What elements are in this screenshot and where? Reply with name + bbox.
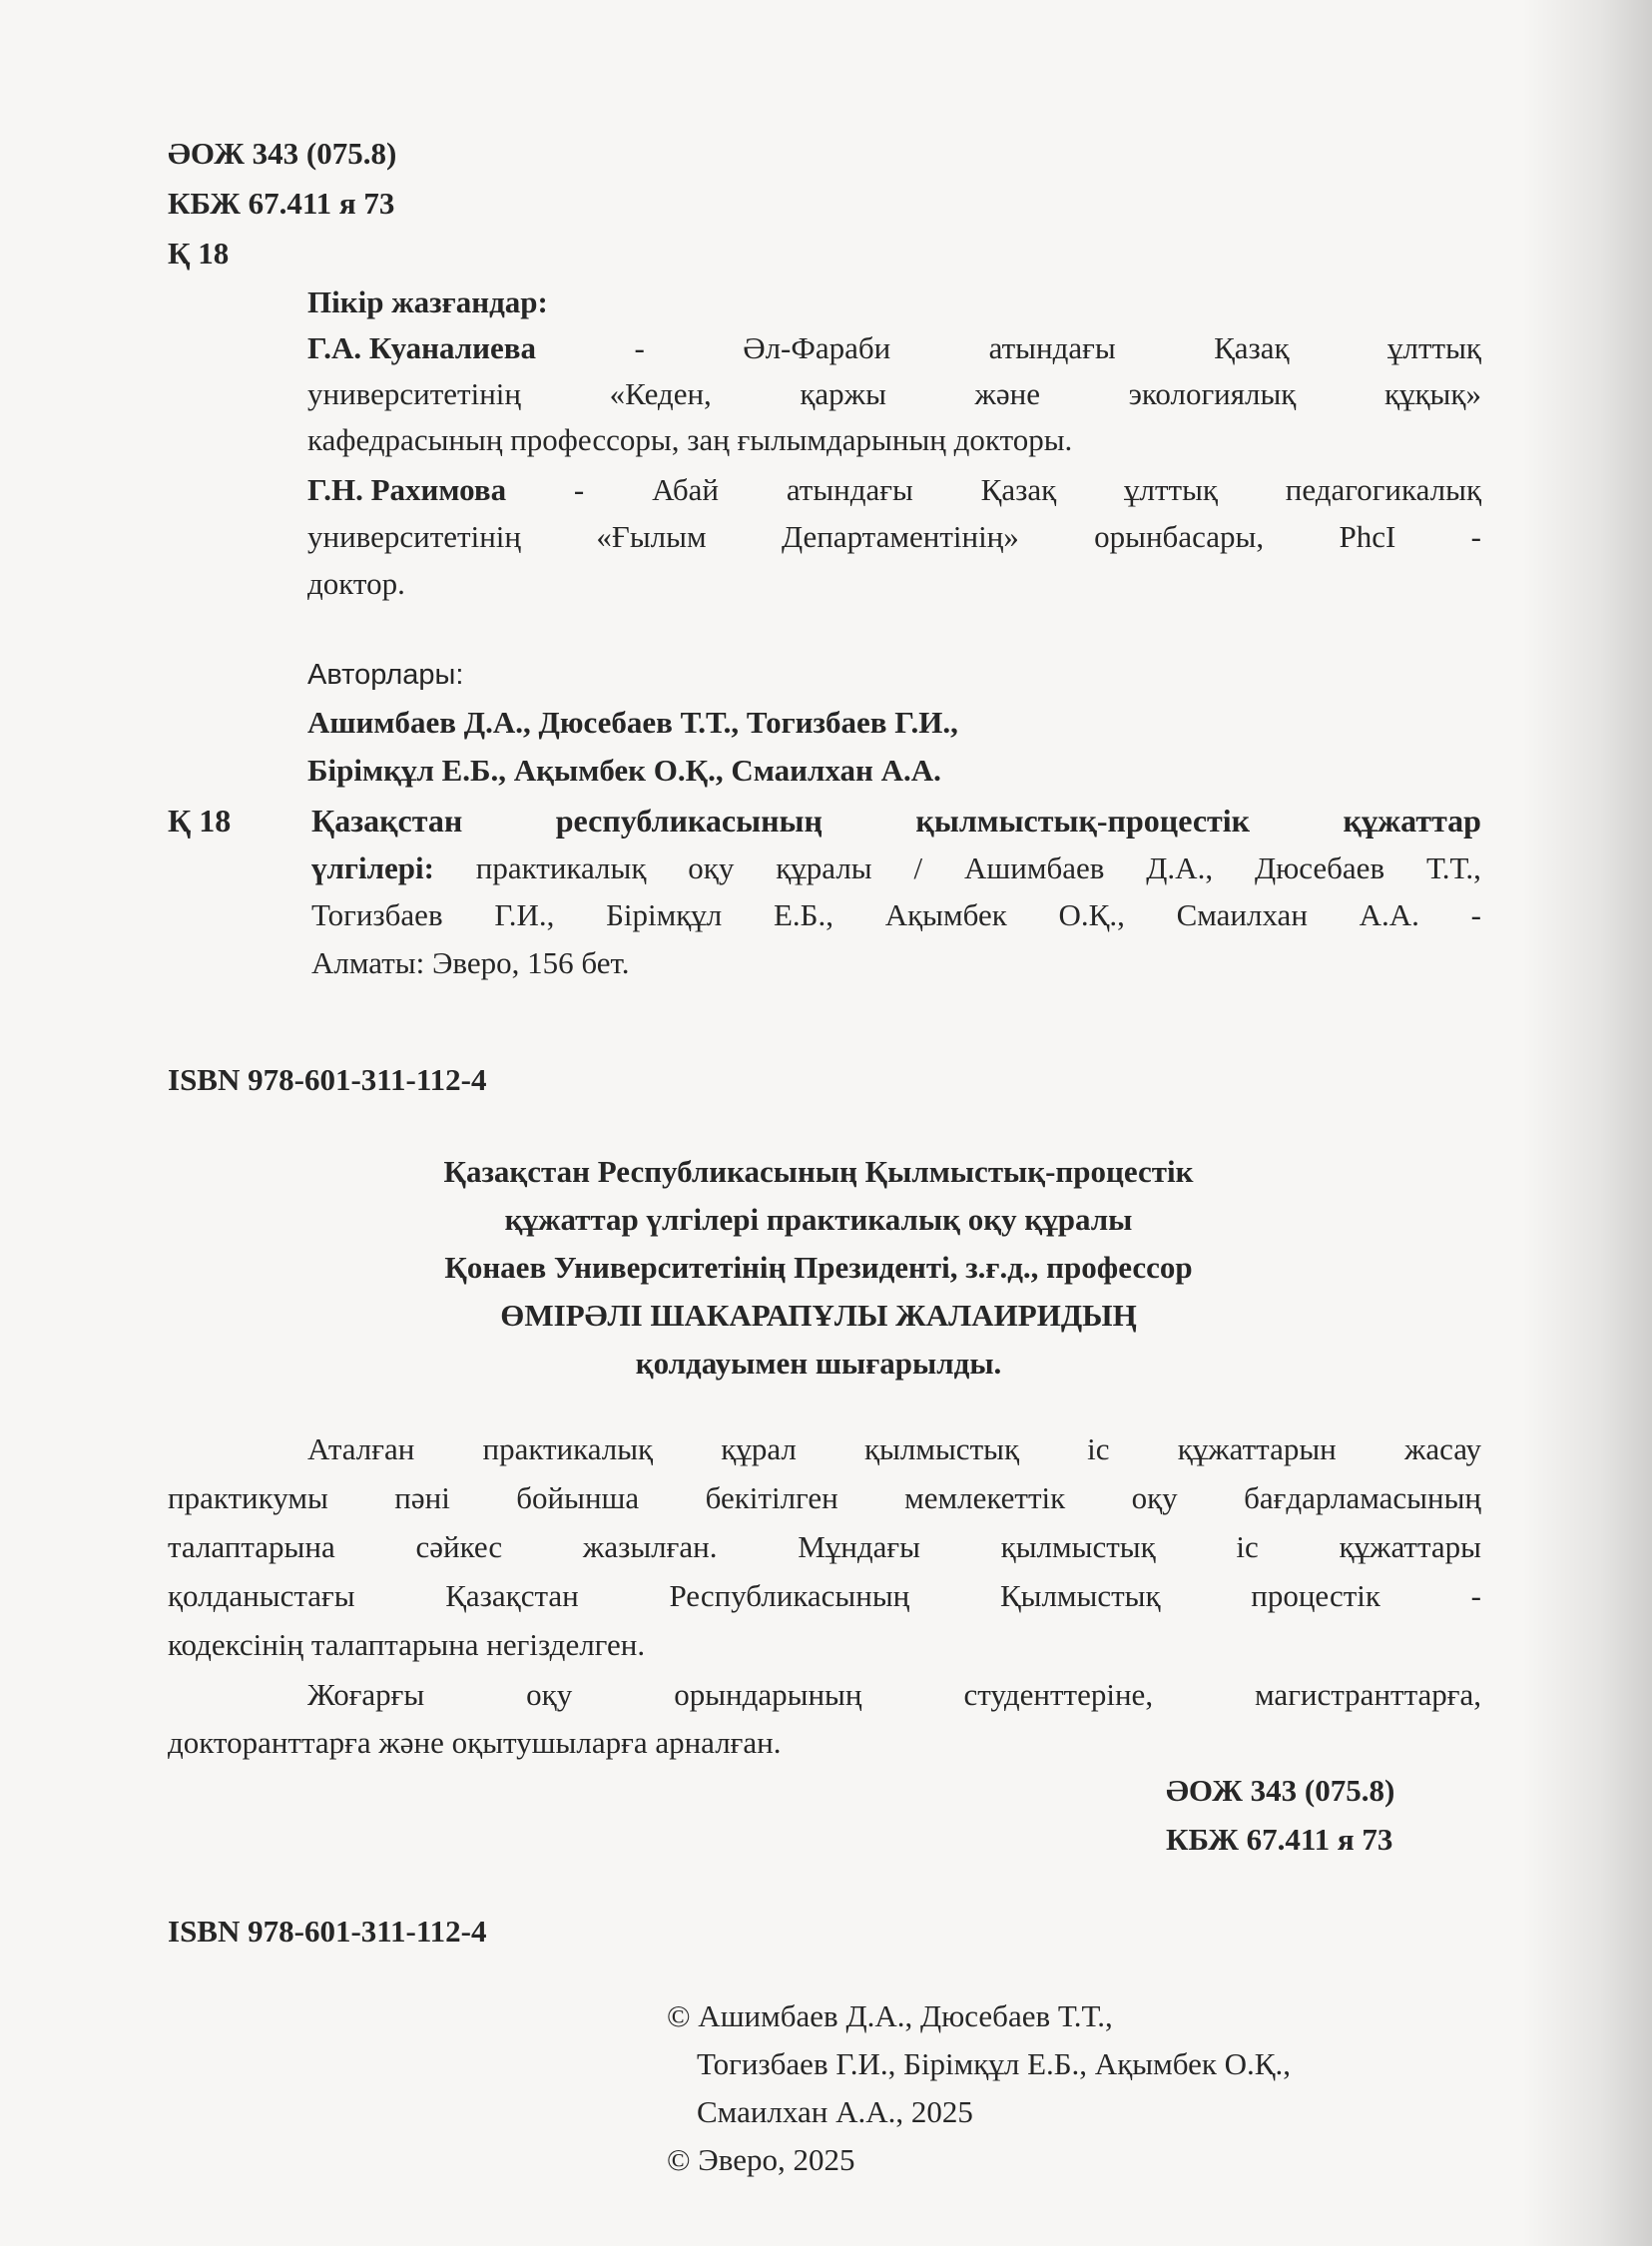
word: практикалық	[482, 1431, 654, 1466]
word: педагогикалық	[1285, 472, 1481, 507]
word: -	[1470, 1578, 1481, 1613]
word: университетінің	[307, 519, 522, 554]
annotation-line-4	[168, 1578, 1481, 1614]
word: қылмыстық	[1000, 1529, 1156, 1564]
word: «Ғылым	[596, 519, 707, 554]
reviewer-1-name: Г.А. Куаналиева	[307, 330, 537, 365]
reviewer-2-line-3: доктор.	[307, 566, 405, 601]
word: қылмыстық	[864, 1431, 1019, 1466]
word: -	[1470, 897, 1481, 932]
citation-line-3	[311, 897, 1481, 933]
copyright-line-4: © Эверо, 2025	[667, 2142, 855, 2177]
word: А.А.	[1359, 897, 1419, 932]
word: жасау	[1403, 1431, 1481, 1466]
word: талаптарына	[168, 1529, 335, 1564]
word: Аталған	[307, 1431, 415, 1466]
word: студенттеріне,	[963, 1677, 1154, 1712]
udc-code-bottom: ӘОЖ 343 (075.8)	[1166, 1773, 1395, 1808]
word: орындарының	[674, 1677, 862, 1712]
word: О.Қ.,	[1058, 897, 1125, 932]
word: Д.А.,	[1146, 850, 1214, 885]
word: оқу	[526, 1677, 573, 1712]
word: практикалық	[475, 850, 647, 885]
support-line-2: құжаттар үлгілері практикалық оқу құралы	[504, 1202, 1133, 1237]
word: Смаилхан	[1176, 897, 1308, 932]
word: ұлттық	[1387, 330, 1481, 365]
word: бойынша	[516, 1480, 640, 1515]
word: бекітілген	[705, 1480, 838, 1515]
support-line-4: ӨМІРӘЛІ ШАКАРАПҰЛЫ ЖАЛАИРИДЫҢ	[500, 1298, 1137, 1333]
word: Дюсебаев	[1254, 850, 1385, 885]
word: қаржы	[800, 376, 886, 411]
word: Республикасының	[669, 1578, 910, 1613]
word: оқу	[688, 850, 735, 885]
word: бағдарламасының	[1244, 1480, 1481, 1515]
reviewer-2-line-1	[307, 472, 1481, 508]
annotation-p2-line-2: докторанттарға және оқытушыларға арналған.	[168, 1725, 782, 1760]
word: құжаттар	[1343, 803, 1481, 839]
udc-code-top: ӘОЖ 343 (075.8)	[168, 136, 397, 171]
authors-label: Авторлары:	[307, 659, 464, 691]
reviewers-heading: Пікір жазғандар:	[307, 284, 548, 319]
reviewer-2-name: Г.Н. Рахимова	[307, 472, 507, 507]
word: Е.Б.,	[774, 897, 833, 932]
word: университетінің	[307, 376, 522, 411]
support-line-3: Қонаев Университетінің Президенті, з.ғ.д., профессор	[444, 1250, 1193, 1285]
annotation-p2-line-1	[307, 1677, 1481, 1713]
support-line-1: Қазақстан Республикасының Қылмыстық-процестік	[443, 1154, 1194, 1189]
page-edge-shadow	[1522, 0, 1652, 2246]
word: Қылмыстық	[999, 1578, 1161, 1613]
word: -	[634, 330, 645, 365]
annotation-line-5: кодексінің талаптарына негізделген.	[168, 1627, 646, 1662]
word: қолданыстағы	[168, 1578, 355, 1613]
word: мемлекеттік	[904, 1480, 1066, 1515]
word: Абай	[652, 472, 719, 507]
word: қылмыстық-процестік	[915, 803, 1251, 839]
annotation-line-2	[168, 1480, 1481, 1516]
word: магистранттарға,	[1255, 1677, 1481, 1712]
word: сәйкес	[415, 1529, 503, 1564]
word: құрал	[721, 1431, 797, 1466]
lbc-code-top: КБЖ 67.411 я 73	[168, 186, 395, 221]
copyright-line-2: Тогизбаев Г.И., Бірімқұл Е.Б., Ақымбек О.Қ.,	[697, 2046, 1291, 2081]
annotation-line-3	[168, 1529, 1481, 1565]
word: атындағы	[786, 472, 913, 507]
word: Әл-Фараби	[743, 330, 891, 365]
citation-title-line-1	[311, 803, 1481, 840]
authors-line-2: Бірімқұл Е.Б., Ақымбек О.Қ., Смаилхан А.А.	[307, 753, 941, 788]
word: «Кеден,	[609, 376, 712, 411]
word: іс	[1087, 1431, 1110, 1466]
word: Қазақ	[1214, 330, 1290, 365]
reviewer-2-line-2	[307, 519, 1481, 555]
word: Қазақ	[980, 472, 1057, 507]
word: Г.И.,	[494, 897, 555, 932]
word: Жоғарғы	[307, 1677, 425, 1712]
word: құжаттарын	[1177, 1431, 1337, 1466]
word: Қазақстан	[311, 803, 463, 839]
word: орынбасары,	[1094, 519, 1265, 554]
word: республикасының	[555, 803, 823, 839]
word: экологиялық	[1128, 376, 1297, 411]
reviewer-1-line-3: кафедрасының профессоры, заң ғылымдарының докторы.	[307, 422, 1073, 457]
citation-line-2	[311, 850, 1481, 886]
word: -	[1470, 519, 1481, 554]
annotation-line-1	[307, 1431, 1481, 1467]
word: Ақымбек	[884, 897, 1007, 932]
reviewer-1-line-2	[307, 376, 1481, 412]
word: және	[974, 376, 1041, 411]
word: процестік	[1251, 1578, 1380, 1613]
citation-author-mark: Қ 18	[168, 803, 232, 839]
word: PhcI	[1339, 519, 1396, 554]
authors-line-1: Ашимбаев Д.А., Дюсебаев Т.Т., Тогизбаев Г.И.,	[307, 705, 958, 740]
lbc-code-bottom: КБЖ 67.411 я 73	[1166, 1822, 1393, 1857]
copyright-line-3: Смаилхан А.А., 2025	[697, 2094, 973, 2129]
reviewer-1-line-1	[307, 330, 1481, 366]
word: оқу	[1131, 1480, 1178, 1515]
word: практикумы	[168, 1480, 328, 1515]
word: Департаментінің»	[781, 519, 1019, 554]
word: құқық»	[1383, 376, 1481, 411]
word: атындағы	[988, 330, 1116, 365]
word: -	[573, 472, 585, 507]
word: құралы	[776, 850, 872, 885]
word: пәні	[394, 1480, 450, 1515]
isbn-top: ISBN 978-601-311-112-4	[168, 1062, 487, 1097]
citation-line-4: Алматы: Эверо, 156 бет.	[311, 945, 630, 980]
word: ұлттық	[1124, 472, 1218, 507]
word: құжаттары	[1339, 1529, 1481, 1564]
word: іс	[1236, 1529, 1259, 1564]
word: жазылған.	[582, 1529, 718, 1564]
author-mark-top: Қ 18	[168, 236, 230, 271]
word: Ашимбаев	[964, 850, 1105, 885]
isbn-bottom: ISBN 978-601-311-112-4	[168, 1914, 487, 1949]
copyright-line-1: © Ашимбаев Д.А., Дюсебаев Т.Т.,	[667, 1998, 1113, 2033]
word: Тогизбаев	[311, 897, 443, 932]
citation-title-end: үлгілері:	[311, 850, 434, 885]
word: Т.Т.,	[1425, 850, 1481, 885]
word: Мұндағы	[798, 1529, 920, 1564]
word: Бірімқұл	[606, 897, 723, 932]
word: /	[913, 850, 923, 885]
word: Қазақстан	[445, 1578, 579, 1613]
support-block	[170, 1148, 1467, 1388]
support-line-5: қолдауымен шығарылды.	[635, 1346, 1002, 1381]
